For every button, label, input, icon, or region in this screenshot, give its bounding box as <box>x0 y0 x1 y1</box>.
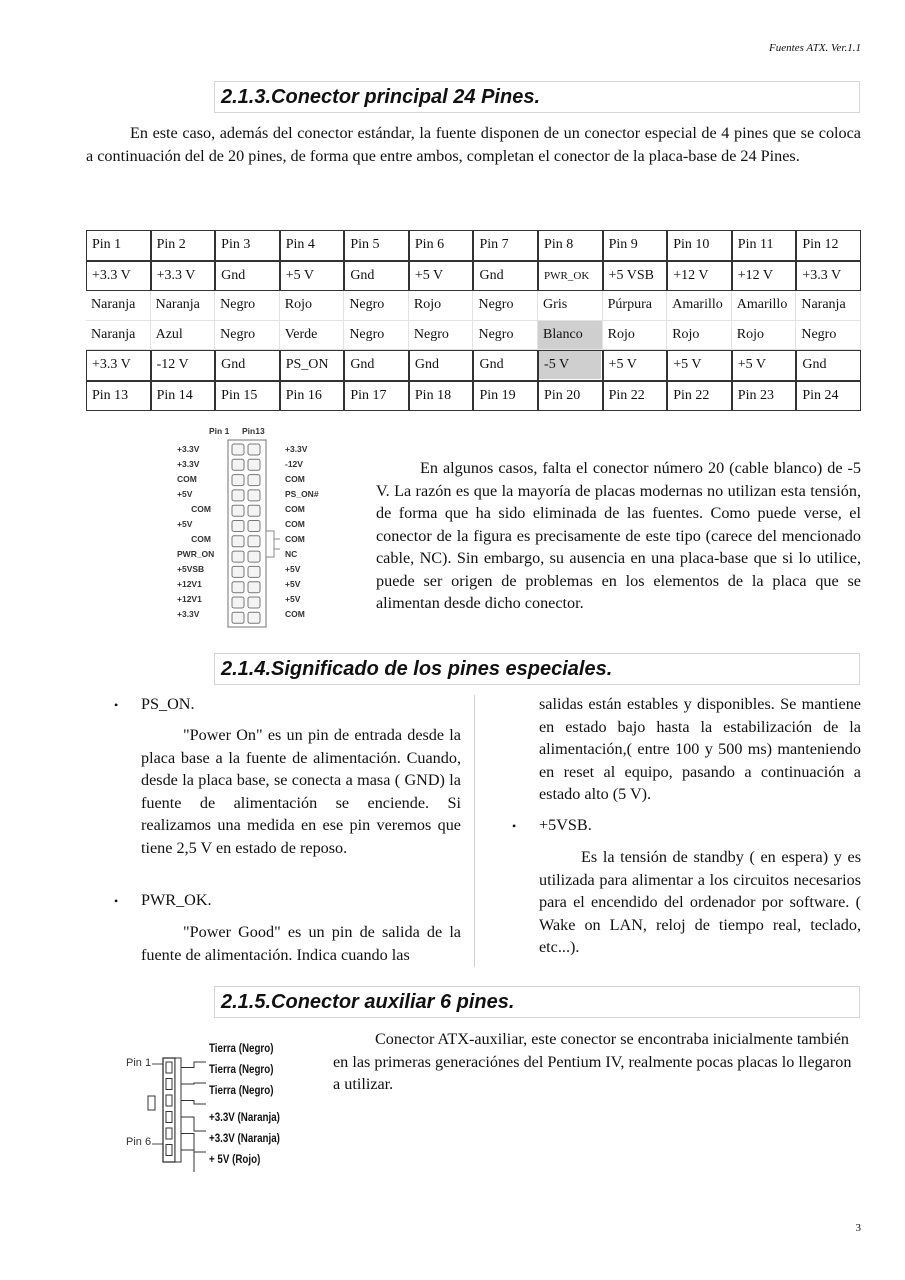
connector-pin-socket <box>232 551 244 562</box>
table-cell: +3.3 V <box>796 261 861 292</box>
aux-pin1-label: Pin 1 <box>126 1057 152 1069</box>
aux-pin-socket <box>166 1095 172 1106</box>
connector-right-label: +5V <box>285 579 301 589</box>
connector-pin-socket <box>248 444 260 455</box>
connector-right-label: COM <box>285 504 305 514</box>
connector-left-label: COM <box>191 534 211 544</box>
connector-left-label: PWR_ON <box>177 549 215 559</box>
table-cell: Rojo <box>732 321 797 351</box>
table-cell: -12 V <box>151 350 216 381</box>
connector-pin-socket <box>232 566 244 577</box>
aux-lead-line <box>181 1101 206 1105</box>
connector-pin-socket <box>248 505 260 516</box>
table-cell: -5 V <box>538 350 603 381</box>
aux-pin6-label: Pin 6 <box>126 1136 152 1148</box>
table-cell: Pin 4 <box>280 230 345 261</box>
aux-lead-line <box>181 1150 206 1172</box>
table-cell: Gnd <box>344 350 409 381</box>
table-cell: Pin 17 <box>344 381 409 412</box>
connector-right-label: +5V <box>285 594 301 604</box>
table-cell: Pin 20 <box>538 381 603 412</box>
table-cell: +5 V <box>732 350 797 381</box>
table-cell: PS_ON <box>280 350 345 381</box>
page-number: 3 <box>855 1222 861 1234</box>
connector-left-label: +5V <box>177 519 193 529</box>
intro-paragraph: En este caso, además del conector estándar, la fuente disponen de un conector especial de 4 pines que se coloca a continuación del de 20 pines, de forma que entre ambos, completan el conector de la placa-base de 24 Pines. <box>86 124 861 165</box>
table-cell: Pin 22 <box>603 381 668 412</box>
table-cell: Pin 13 <box>86 381 151 412</box>
table-cell: Negro <box>344 291 409 321</box>
aux-pin-label: Tierra (Negro) <box>209 1064 274 1076</box>
connector-left-label: +5VSB <box>177 564 205 574</box>
aux-pin-label: +3.3V (Naranja) <box>209 1133 280 1145</box>
table-cell: Pin 5 <box>344 230 409 261</box>
connector-left-label: +12V1 <box>177 579 202 589</box>
table-cell: +5 VSB <box>603 261 668 292</box>
table-row <box>86 350 861 381</box>
connector-pin-socket <box>232 582 244 593</box>
table-cell: Gnd <box>215 261 280 292</box>
aux-pin-socket <box>166 1062 172 1073</box>
table-cell: +5 V <box>280 261 345 292</box>
table-cell: Rojo <box>280 291 345 321</box>
aux-pin-label: Tierra (Negro) <box>209 1085 274 1097</box>
pin13-top-label: Pin13 <box>242 426 265 436</box>
table-cell: Púrpura <box>603 291 668 321</box>
table-row <box>86 321 861 351</box>
table-cell: Gnd <box>409 350 474 381</box>
connector-right-label: +5V <box>285 564 301 574</box>
table-cell: Pin 24 <box>796 381 861 412</box>
table-cell: Negro <box>344 321 409 351</box>
table-row <box>86 381 861 412</box>
connector-pin-socket <box>248 536 260 547</box>
column-divider <box>474 695 475 967</box>
connector-right-label: +3.3V <box>285 444 308 454</box>
connector-right-label: COM <box>285 534 305 544</box>
connector-pin-socket <box>232 612 244 623</box>
table-cell: Pin 23 <box>732 381 797 412</box>
aux-pin-label: + 5V (Rojo) <box>209 1154 261 1166</box>
connector-24pin-figure <box>165 425 335 635</box>
table-cell: PWR_OK <box>538 261 603 292</box>
connector-pin-socket <box>248 475 260 486</box>
connector-right-label: COM <box>285 609 305 619</box>
missing-pin-paragraph: En algunos casos, falta el conector número 20 (cable blanco) de -5 V. La razón es que la mayoría de placas modernas no utilizan esta tensión, de forma que ha sido eliminada de las fuentes. Como puede verse, el conector de la figura es precisamente de este tipo (carece del mencionado cable, NC). Sin embargo, su ausencia en una placa-base que si lo utilice, puede ser origen de problemas en los elementos de la placa que se alimentan desde dicho conector. <box>376 459 861 612</box>
table-cell: Negro <box>215 291 280 321</box>
aux-pin-socket <box>166 1079 172 1090</box>
connector-left-label: +12V1 <box>177 594 202 604</box>
connector-right-label: -12V <box>285 459 303 469</box>
connector-pin-socket <box>232 536 244 547</box>
connector-left-label: +3.3V <box>177 609 200 619</box>
connector-pin-socket <box>248 612 260 623</box>
table-cell: Pin 19 <box>473 381 538 412</box>
connector-pin-socket <box>248 459 260 470</box>
pinout-table <box>86 230 861 411</box>
connector-pin-socket <box>248 597 260 608</box>
table-cell: Pin 6 <box>409 230 474 261</box>
table-cell: Pin 1 <box>86 230 151 261</box>
connector-pin-socket <box>232 475 244 486</box>
table-cell: Gnd <box>344 261 409 292</box>
aux-lead-line <box>181 1134 206 1153</box>
vsb-paragraph: Es la tensión de standby ( en espera) y es utilizada para alimentar a los circuitos necesarios para el encendido del ordenador por software. ( Wake on LAN, reloj de tiempo real, teclado, etc...). <box>539 848 861 956</box>
table-cell: +3.3 V <box>151 261 216 292</box>
table-row <box>86 261 861 292</box>
aux-pin-socket <box>166 1145 172 1156</box>
connector-pin-socket <box>232 521 244 532</box>
connector-right-label: COM <box>285 519 305 529</box>
table-cell: Pin 11 <box>732 230 797 261</box>
table-cell: Negro <box>473 291 538 321</box>
table-cell: Pin 3 <box>215 230 280 261</box>
table-cell: Rojo <box>603 321 668 351</box>
table-cell: Gnd <box>215 350 280 381</box>
table-cell: Naranja <box>86 321 151 351</box>
table-cell: Pin 16 <box>280 381 345 412</box>
connector-pin-socket <box>248 582 260 593</box>
table-cell: Azul <box>151 321 216 351</box>
table-cell: Gnd <box>473 261 538 292</box>
pwr-ok-paragraph-b: salidas están estables y disponibles. Se mantiene en estado bajo hasta la estabilización de la alimentación,( entre 100 y 500 ms) manteniendo en reset al equipo, pasando a continuación a estado alto (5 V). <box>539 695 861 803</box>
table-cell: Naranja <box>86 291 151 321</box>
table-cell: Pin 7 <box>473 230 538 261</box>
aux-pin-socket <box>166 1112 172 1123</box>
connector-pin-socket <box>248 521 260 532</box>
connector-24pin-body <box>227 439 285 629</box>
table-cell: +3.3 V <box>86 350 151 381</box>
table-cell: Gnd <box>473 350 538 381</box>
connector-right-label: NC <box>285 549 298 559</box>
table-cell: Naranja <box>151 291 216 321</box>
connector-pin-socket <box>232 597 244 608</box>
ps-on-paragraph: "Power On" es un pin de entrada desde la placa base a la fuente de alimentación. Cuando, desde la placa base, se conecta a masa ( GND) la fuente de alimentación se enciende. Si realizamos una medida en ese pin veremos que tiene 2,5 V en estado de reposo. <box>141 726 461 857</box>
table-cell: Negro <box>409 321 474 351</box>
pwr-ok-heading: PWR_OK. <box>141 891 212 909</box>
table-cell: Pin 8 <box>538 230 603 261</box>
pwr-ok-paragraph-a: "Power Good" es un pin de salida de la fuente de alimentación. Indica cuando las <box>141 923 461 964</box>
section-title-2-1-3: 2.1.3.Conector principal 24 Pines. <box>214 81 860 113</box>
table-cell: Pin 10 <box>667 230 732 261</box>
table-cell: Rojo <box>409 291 474 321</box>
connector-pin-socket <box>248 551 260 562</box>
connector-pin-socket <box>232 444 244 455</box>
table-cell: +5 V <box>667 350 732 381</box>
table-cell: +12 V <box>667 261 732 292</box>
connector-left-label: +3.3V <box>177 459 200 469</box>
running-header: Fuentes ATX. Ver.1.1 <box>769 42 861 54</box>
table-cell: Rojo <box>667 321 732 351</box>
bullet-pwr-ok: • <box>114 894 119 908</box>
bullet-5vsb: • <box>512 819 517 833</box>
aux-lead-line <box>181 1083 206 1084</box>
table-cell: +3.3 V <box>86 261 151 292</box>
section-title-2-1-4: 2.1.4.Significado de los pines especiales. <box>214 653 860 685</box>
table-cell: Naranja <box>796 291 861 321</box>
connector-pin-socket <box>232 490 244 501</box>
aux-connector-body <box>146 1052 216 1172</box>
aux-pin-label: +3.3V (Naranja) <box>209 1112 280 1124</box>
aux-lead-line <box>181 1117 206 1131</box>
connector-right-label: PS_ON# <box>285 489 319 499</box>
ps-on-heading: PS_ON. <box>141 695 195 713</box>
table-cell: Pin 15 <box>215 381 280 412</box>
table-row <box>86 230 861 261</box>
pin1-top-label: Pin 1 <box>209 426 230 436</box>
connector-pin-socket <box>232 459 244 470</box>
table-cell: Amarillo <box>667 291 732 321</box>
connector-pin-socket <box>248 566 260 577</box>
connector-left-label: COM <box>191 504 211 514</box>
aux-connector-figure <box>120 1034 320 1174</box>
aux-pin-socket <box>166 1128 172 1139</box>
section-title-2-1-5: 2.1.5.Conector auxiliar 6 pines. <box>214 986 860 1018</box>
table-cell: Negro <box>796 321 861 351</box>
table-cell: Pin 9 <box>603 230 668 261</box>
table-cell: Gnd <box>796 350 861 381</box>
table-cell: +5 V <box>409 261 474 292</box>
table-cell: +5 V <box>603 350 668 381</box>
table-cell: Pin 18 <box>409 381 474 412</box>
table-cell: Amarillo <box>732 291 797 321</box>
table-cell: Verde <box>280 321 345 351</box>
table-cell: Negro <box>215 321 280 351</box>
table-cell: Pin 22 <box>667 381 732 412</box>
connector-pin-socket <box>232 505 244 516</box>
table-cell: +12 V <box>732 261 797 292</box>
table-cell: Negro <box>473 321 538 351</box>
aux-paragraph: Conector ATX-auxiliar, este conector se encontraba inicialmente también en las primeras generaciónes del Pentium IV, realmente pocas placas lo llegaron a utilizar. <box>333 1030 852 1093</box>
table-row <box>86 291 861 321</box>
table-cell: Pin 14 <box>151 381 216 412</box>
connector-right-label: COM <box>285 474 305 484</box>
table-cell: Pin 12 <box>796 230 861 261</box>
table-cell: Gris <box>538 291 603 321</box>
connector-left-label: +5V <box>177 489 193 499</box>
bullet-ps-on: • <box>114 698 119 712</box>
table-cell: Blanco <box>538 321 603 351</box>
connector-left-label: COM <box>177 474 197 484</box>
vsb-heading: +5VSB. <box>539 816 592 834</box>
aux-pin-label: Tierra (Negro) <box>209 1043 274 1055</box>
connector-left-label: +3.3V <box>177 444 200 454</box>
connector-pin-socket <box>248 490 260 501</box>
table-cell: Pin 2 <box>151 230 216 261</box>
aux-lead-line <box>181 1062 206 1068</box>
